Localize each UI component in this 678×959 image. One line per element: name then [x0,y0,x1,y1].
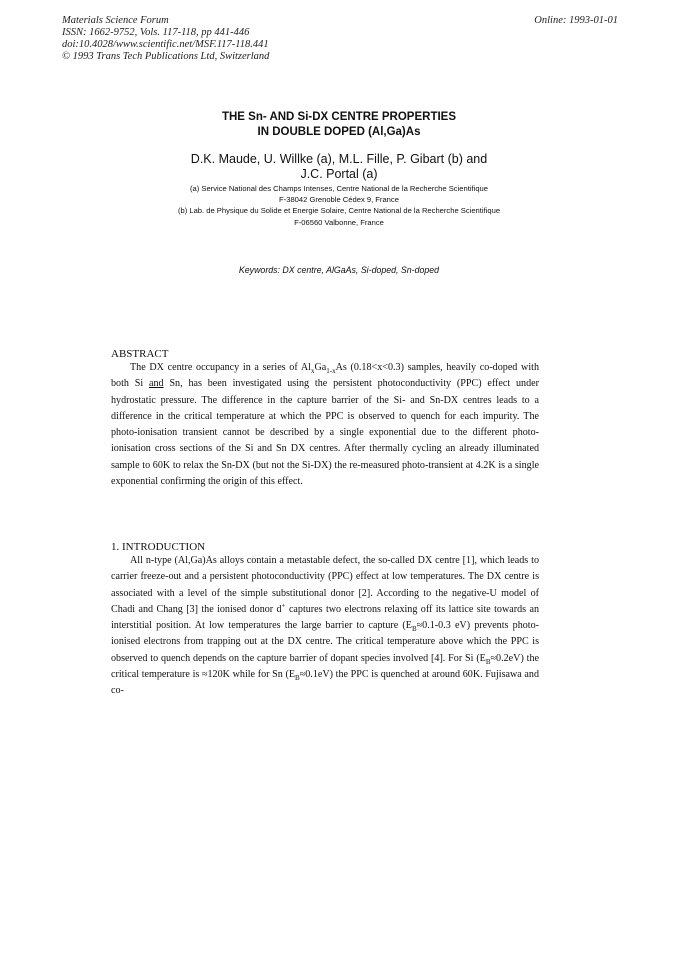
doi-line: doi:10.4028/www.scientific.net/MSF.117-118.441 [62,39,269,50]
author-list [0,152,678,182]
introduction-heading: 1. INTRODUCTION [111,541,206,553]
journal-header [62,15,269,63]
authors-line-2: J.C. Portal (a) [300,167,378,181]
keywords: Keywords: DX centre, AlGaAs, Si-doped, Sn-doped [238,265,440,275]
abstract-sub-x: x [310,367,315,376]
introduction-paragraph [111,553,539,700]
journal-name: Materials Science Forum [62,15,169,26]
copyright-line: © 1993 Trans Tech Publications Ltd, Switzerland [62,51,270,62]
intro-text-4: ≈0.2eV) the critical temperature is ≈120K while for Sn (E [111,652,539,681]
abstract-underlined-and: and [149,378,164,390]
intro-sup-plus: + [281,601,286,610]
abstract-heading: ABSTRACT [111,348,169,360]
intro-text-1: All n-type (Al,Ga)As alloys contain a metastable defect, the so-called DX centre [1], which leads to carrier freeze-out and a persistent photoconductivity (PPC) effect at low temperatures. The DX centre is associated with a level of the simple substitutional donor [2]. According to the negative-U model of Chadi and Chang [3] the ionised donor d [111,555,539,615]
title-line-1: THE Sn- AND Si-DX CENTRE PROPERTIES [221,111,457,123]
online-date: Online: 1993-01-01 [534,15,618,26]
affiliations [0,183,678,228]
intro-text-2: captures two electrons relaxing off its lattice site towards an interstitial position. At low temperatures the large barrier to capture (E [111,603,539,632]
intro-sub-b-3: B [295,674,300,683]
abstract-sub-1-x: 1-x [326,367,336,376]
intro-text-5: ≈0.1eV) the PPC is quenched at around 60K. Fujisawa and co- [111,669,540,697]
abstract-text-ga: Ga [314,362,327,373]
title-line-2: IN DOUBLE DOPED (Al,Ga)As [257,125,421,138]
affiliation-a-line-1: (a) Service National des Champs Intenses, Centre National de la Recherche Scientifique [190,184,488,193]
affiliation-b-line-2: F-06560 Valbonne, France [294,217,384,227]
issn-line: ISSN: 1662-9752, Vols. 117-118, pp 441-446 [62,27,250,38]
authors-line-1: D.K. Maude, U. Willke (a), M.L. Fille, P. Gibart (b) and [190,152,488,166]
abstract-text-1: The DX centre occupancy in a series of Al [130,362,311,373]
abstract-text-3: Sn, has been investigated using the persistent photoconductivity (PPC) effect under hydrostatic pressure. The difference in the capture barrier of the Si- and Sn-DX centres leads to a difference in the critical temperature at which the PPC is observed to quench for each impurity. The photo-ionisation transient cannot be described by a single exponential due to the different photo-ionisation cross sections of the Si and Sn DX centres. After thermally cycling an already illuminated sample to 60K to relax the Sn-DX (but not the Si-DX) the re-measured photo-transient at 4.2K is a single exponential confirming the origin of this effect. [111,378,539,488]
affiliation-b-line-1: (b) Lab. de Physique du Solide et Energie Solaire, Centre National de la Recherche Scientifique [177,206,501,216]
intro-sub-b-1: B [411,625,417,634]
paper-title [0,110,678,139]
intro-sub-b-2: B [485,657,491,666]
abstract-text-2: As (0.18<x<0.3) samples, heavily co-doped with both Si [111,362,539,390]
affiliation-a-line-2: F-38042 Grenoble Cédex 9, France [279,195,399,205]
abstract-body [111,360,539,490]
abstract-paragraph [111,360,539,490]
introduction-body [111,553,539,700]
intro-text-3: ≈0.1-0.3 eV) prevents photo-ionised electrons from trapping out at the DX centre. The critical temperature above which the PPC is observed to quench depends on the capture barrier of dopant species involved [4]. For Si (E [111,620,539,664]
